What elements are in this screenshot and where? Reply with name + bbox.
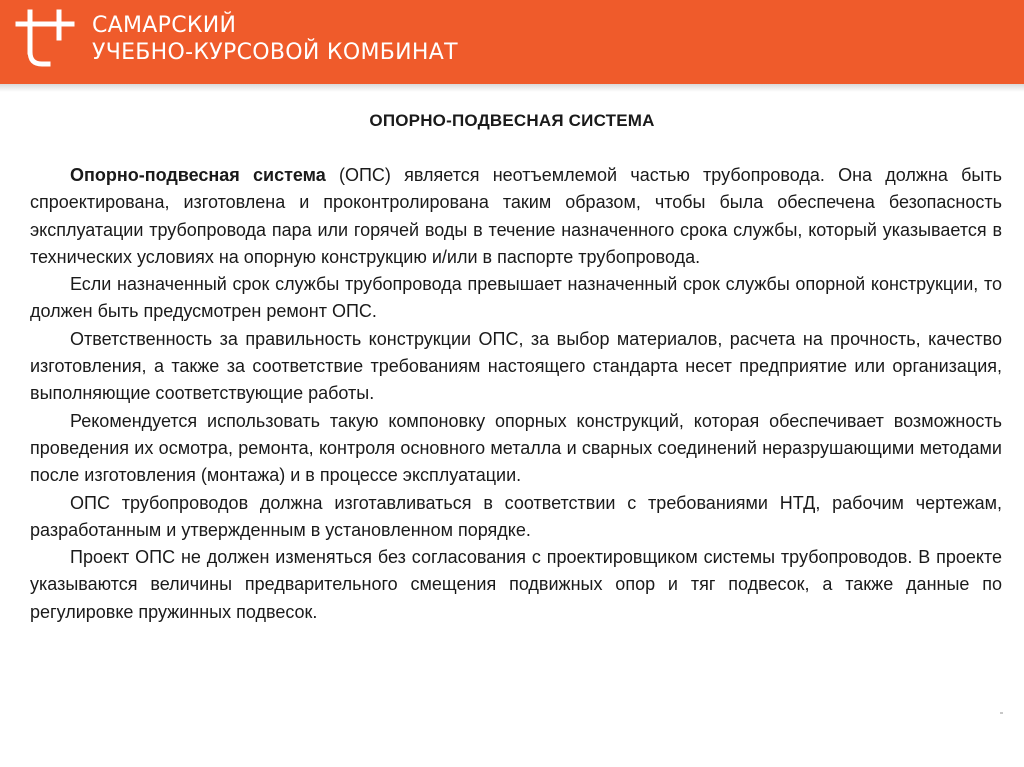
paragraph-3: Ответственность за правильность конструкции ОПС, за выбор материалов, расчета на прочность, качество изготовления, а также за соответствие требованиям настоящего стандарта несет предприятие или организация, выполняющие соответствующие работы.: [30, 328, 1002, 404]
paragraph-2: Если назначенный срок службы трубопровода превышает назначенный срок службы опорной конструкции, то должен быть предусмотрен ремонт ОПС.: [30, 274, 1002, 322]
paragraph-1-lead: Опорно-подвесная система: [70, 165, 326, 185]
paragraph-6: Проект ОПС не должен изменяться без согласования с проектировщиком системы трубопроводов. В проекте указываются величины предварительного смещения подвижных опор и тяг подвесок, а также данные по регулировке пружинных подвесок.: [30, 547, 1002, 622]
document-body: [30, 162, 1002, 626]
header-bar: [0, 0, 1024, 84]
paragraph-5: ОПС трубопроводов должна изготавливаться в соответствии с требованиями НТД, рабочим чертежам, разработанным и утвержденным в установленном порядке.: [30, 492, 1002, 540]
paragraph-1: [30, 162, 1002, 271]
paragraph-4: Рекомендуется использовать такую компоновку опорных конструкций, которая обеспечивает возможность проведения их осмотра, ремонта, контроля основного металла и сварных соединений неразрушающими методами после изготовления (монтажа) и в процессе эксплуатации.: [30, 410, 1002, 486]
org-line-1: САМАРСКИЙ: [92, 13, 237, 38]
org-line-2: УЧЕБНО-КУРСОВОЙ КОМБИНАТ: [92, 40, 458, 65]
organization-name: [92, 12, 458, 66]
paragraph-1-text: (ОПС) является неотъемлемой частью трубопровода. Она должна быть спроектирована, изготовлена и проконтролирована таким образом, чтобы была обеспечена безопасность эксплуатации трубопровода пара или горячей воды в течение назначенного срока службы, который указывается в технических условиях на опорную конструкцию и/или в паспорте трубопровода.: [30, 165, 1002, 267]
page-mark: [1000, 712, 1003, 714]
tt-logo-icon: [14, 8, 78, 72]
document-title: ОПОРНО-ПОДВЕСНАЯ СИСТЕМА: [369, 111, 655, 130]
header-divider: [0, 84, 1024, 92]
